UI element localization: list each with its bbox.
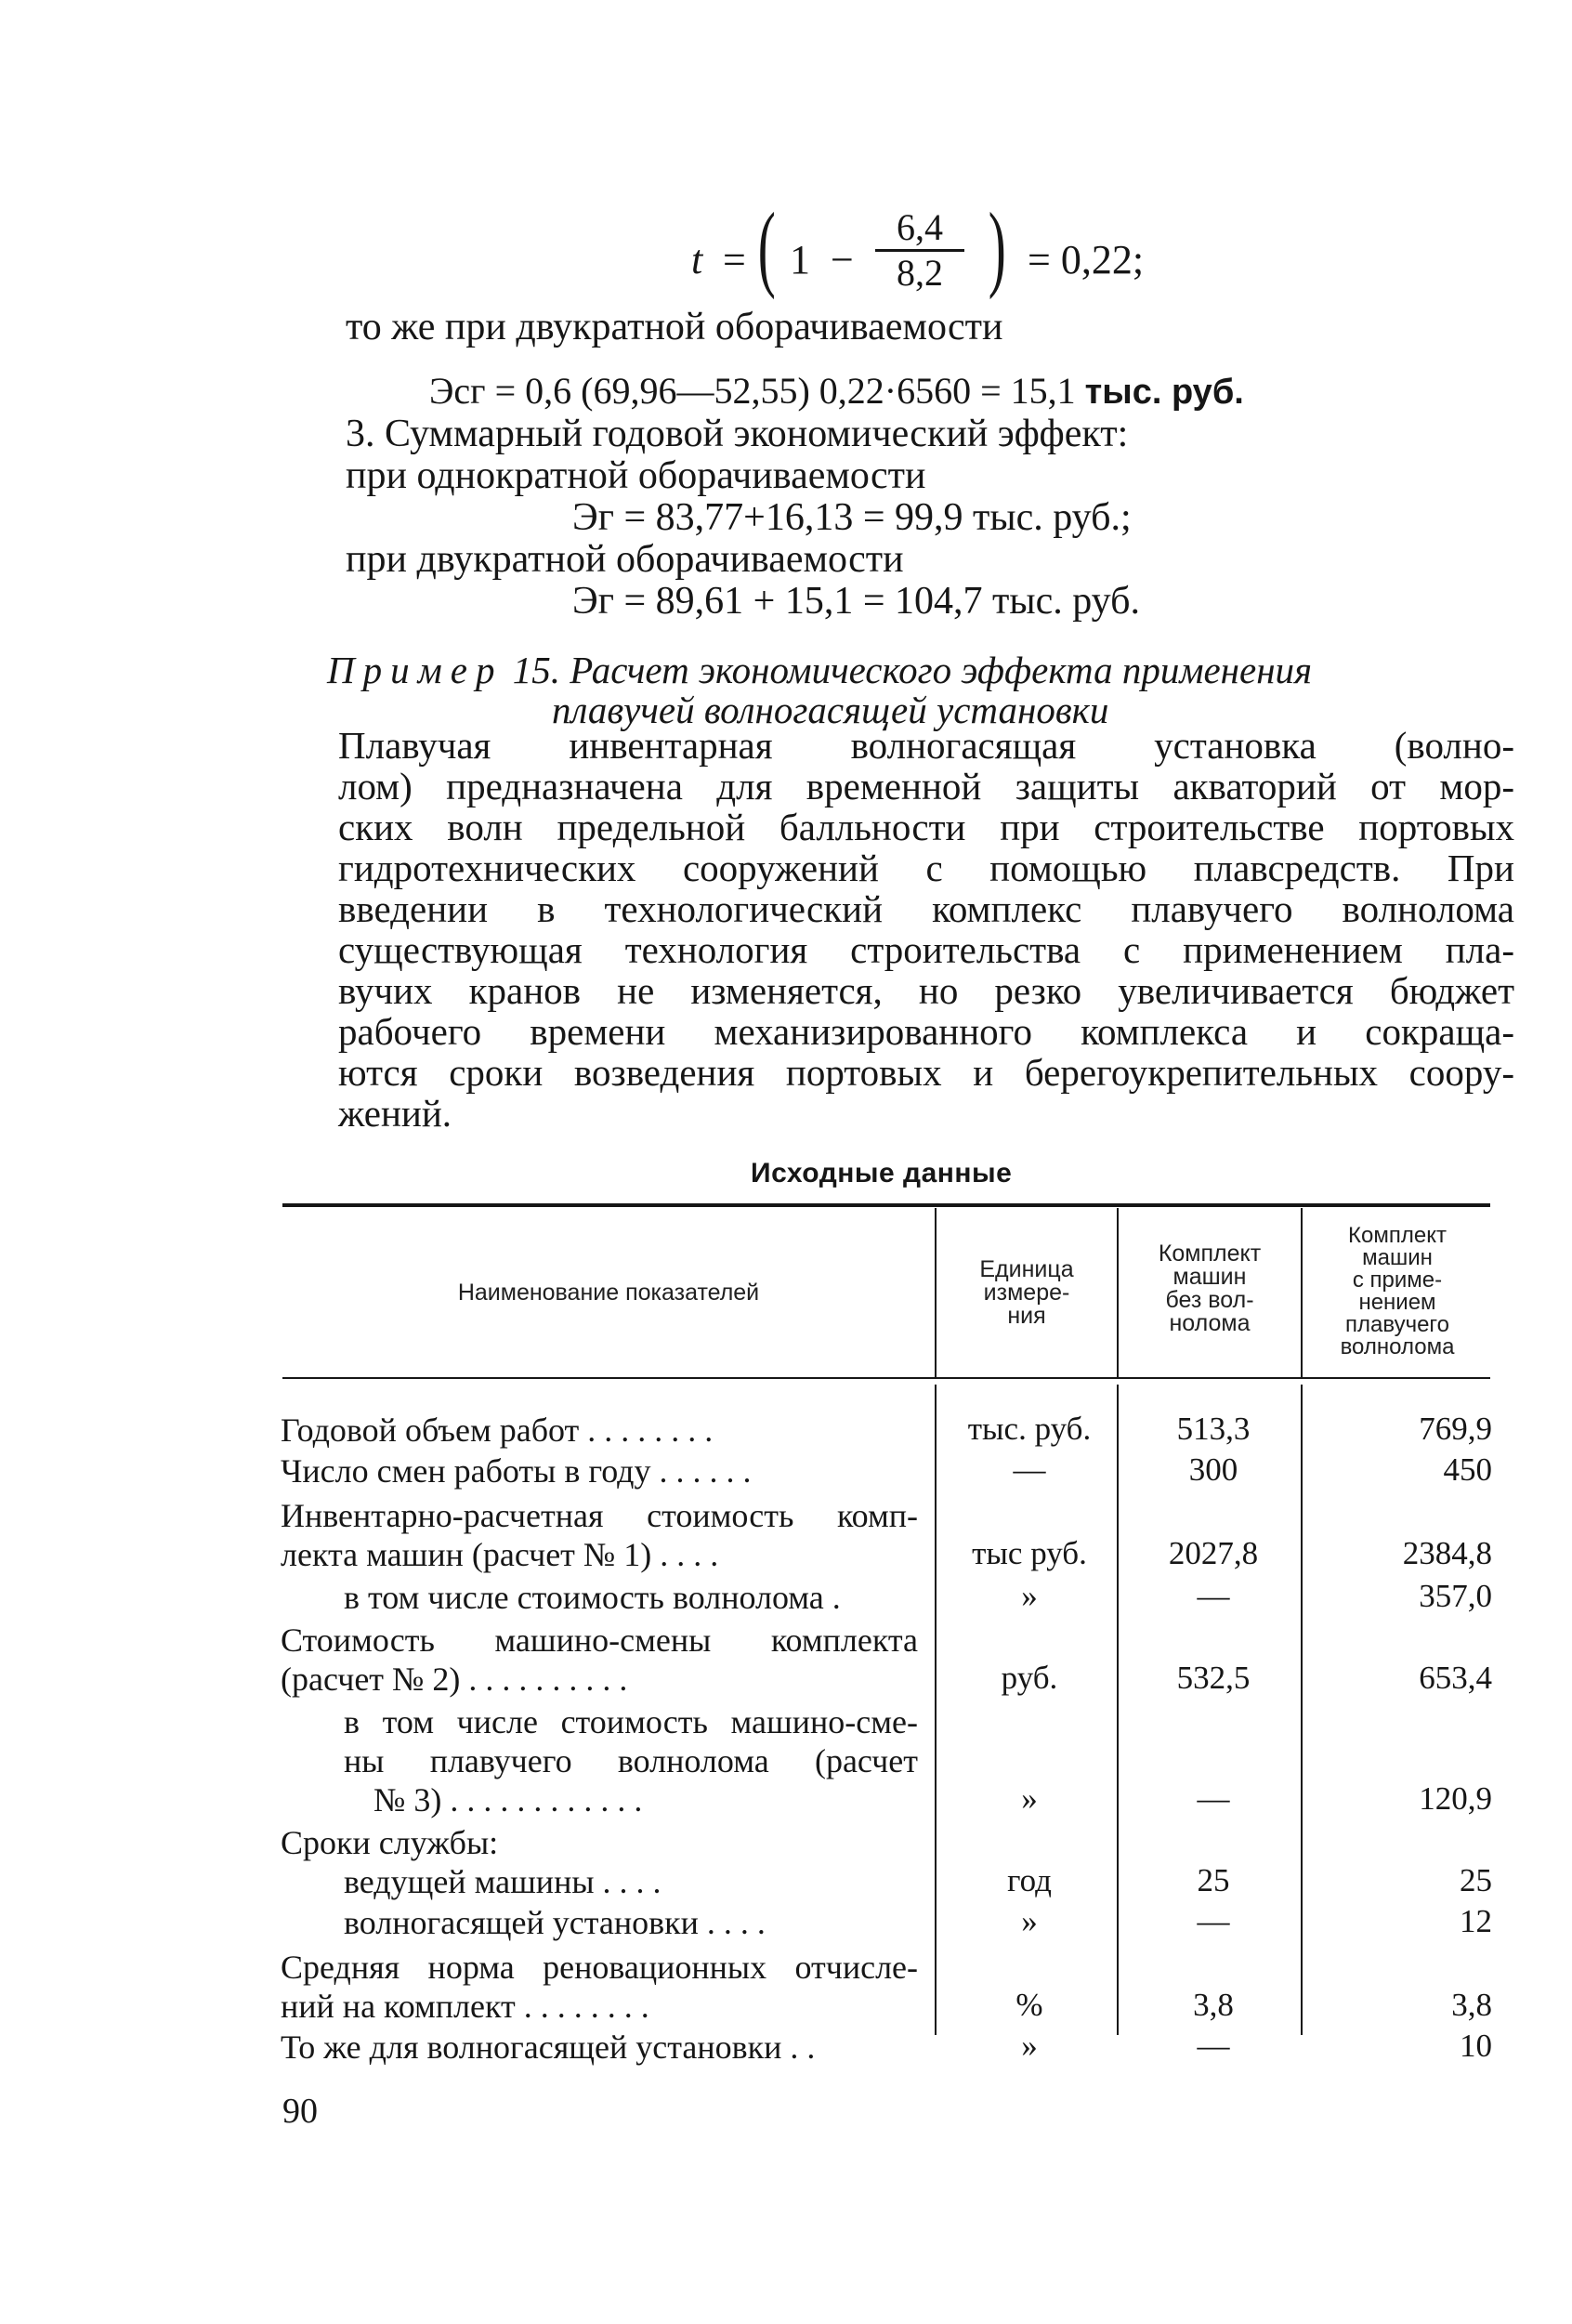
- paragraph-line: лом) предназначена для временной защиты акваторий от мор-: [338, 765, 1514, 807]
- table-top-rule: [282, 1203, 1490, 1207]
- table-cell-with: 769,9: [1419, 1411, 1492, 1447]
- row-label-line: лекта машин (расчет № 1) . . . .: [281, 1536, 719, 1573]
- table-cell-without: 300: [1188, 1451, 1238, 1488]
- table-cell-without: 513,3: [1176, 1411, 1251, 1447]
- left-paren-glyph: (: [757, 193, 776, 300]
- table-cell-with: 3,8: [1451, 1987, 1492, 2023]
- table-cell-with: 450: [1443, 1451, 1492, 1488]
- fraction-denominator: 8,2: [897, 252, 943, 294]
- paragraph-line: введении в технологический комплекс плавучего волнолома: [338, 887, 1514, 930]
- table-cell-without: 25: [1197, 1862, 1230, 1898]
- formula-fraction: [875, 206, 964, 295]
- formula-esg-unit: тыс. руб.: [1084, 373, 1244, 412]
- row-label-line: ведущей машины . . . .: [344, 1863, 662, 1900]
- paragraph-line: жений.: [338, 1092, 452, 1135]
- table-row-label: [281, 1903, 918, 1942]
- table-row-label: [344, 1702, 918, 1819]
- table-cell-with: 25: [1460, 1862, 1492, 1898]
- paragraph-line: ских волн предельной балльности при строительстве портовых: [338, 806, 1514, 848]
- formula-esg-expr: Эсг = 0,6 (69,96—52,55) 0,22·6560 = 15,1: [429, 370, 1076, 412]
- column-divider: [1117, 1208, 1119, 1377]
- table-cell-without: 3,8: [1193, 1987, 1234, 2023]
- table-cell-without: 532,5: [1176, 1660, 1251, 1696]
- text-line: при двукратной оборачиваемости: [346, 538, 904, 581]
- example-title-line1: 15. Расчет экономического эффекта применения: [512, 649, 1313, 691]
- table-cell-with: 2384,8: [1402, 1535, 1492, 1571]
- table-cell-unit: тыс руб.: [972, 1535, 1087, 1571]
- formula-eg-2: Эг = 89,61 + 15,1 = 104,7 тыс. руб.: [572, 580, 1140, 623]
- table-row-label: [281, 1578, 918, 1617]
- table-cell-unit: —: [1013, 1451, 1046, 1488]
- paragraph-line: существующая технология строительства с применением пла-: [338, 928, 1514, 971]
- table-row-label: [281, 1496, 918, 1574]
- table-cell-without: —: [1197, 2028, 1230, 2064]
- table-cell-unit: тыс. руб.: [967, 1411, 1092, 1447]
- table-row-label: [281, 1948, 918, 2026]
- header-name: Наименование показателей: [457, 1280, 760, 1306]
- table-cell-unit: год: [1007, 1862, 1052, 1898]
- table-cell-without: 2027,8: [1168, 1535, 1259, 1571]
- table-cell-with: 357,0: [1419, 1578, 1492, 1614]
- formula-equals: =: [723, 237, 746, 282]
- row-label-line: Сроки службы:: [281, 1824, 499, 1861]
- row-label-line: ний на комплект . . . . . . . .: [281, 1988, 649, 2025]
- table-cell-unit: %: [1015, 1987, 1043, 2023]
- table-cell-unit: »: [1021, 2028, 1038, 2064]
- header-unit: Единица измере- ния: [979, 1256, 1074, 1329]
- table-cell-unit: »: [1021, 1578, 1038, 1614]
- row-label-line: ны плавучего волнолома (расчет: [344, 1742, 918, 1779]
- fraction-numerator: 6,4: [875, 206, 964, 252]
- paragraph-line: ются сроки возведения портовых и берегоукрепительных соору-: [338, 1051, 1514, 1094]
- table-cell-unit: »: [1021, 1903, 1038, 1939]
- formula-esg: [429, 369, 1244, 413]
- table-cell-without: —: [1197, 1903, 1230, 1939]
- row-label-line: в том числе стоимость машино-сме-: [344, 1703, 918, 1740]
- table-row-label: [281, 2028, 918, 2067]
- row-label-line: Число смен работы в году . . . . . .: [281, 1452, 752, 1490]
- paragraph-line: рабочего времени механизированного комплекса и сокраща-: [338, 1010, 1514, 1053]
- right-paren-glyph: ): [988, 193, 1006, 300]
- text-line: при однократной оборачиваемости: [346, 454, 926, 497]
- paragraph: [338, 725, 1514, 1134]
- example-heading: [327, 648, 1312, 692]
- table-row-label: [281, 1823, 918, 1901]
- table-cell-unit: руб.: [1001, 1660, 1058, 1696]
- column-divider: [1301, 1208, 1303, 1377]
- formula-minus: −: [831, 237, 854, 282]
- table-row-label: [281, 1411, 918, 1450]
- table-row-label: [281, 1451, 918, 1490]
- paragraph-line: вучих кранов не изменяется, но резко увеличивается бюджет: [338, 969, 1514, 1012]
- row-label-line: в том числе стоимость волнолома .: [344, 1579, 841, 1616]
- row-label-line: № 3) . . . . . . . . . . . .: [373, 1781, 643, 1818]
- table-cell-with: 653,4: [1419, 1660, 1492, 1696]
- row-label-line: волногасящей установки . . . .: [344, 1904, 766, 1941]
- table-cell-with: 10: [1460, 2028, 1492, 2064]
- row-label-line: Годовой объем работ . . . . . . . .: [281, 1411, 714, 1449]
- formula-one: 1: [790, 237, 810, 282]
- example-prefix: Пример: [327, 649, 504, 691]
- table-title: Исходные данные: [751, 1158, 1013, 1188]
- formula-result: = 0,22;: [1028, 237, 1145, 282]
- column-divider: [935, 1208, 937, 1377]
- page-number: 90: [282, 2092, 318, 2131]
- header-without-breakwater: Комплект машин без вол- нолома: [1158, 1241, 1262, 1336]
- table-cell-unit: »: [1021, 1780, 1038, 1817]
- table-row-label: [281, 1621, 918, 1699]
- text-line: 3. Суммарный годовой экономический эффект:: [346, 413, 1129, 455]
- column-divider: [935, 1385, 937, 2035]
- row-label-line: Стоимость машино-смены комплекта: [281, 1622, 918, 1659]
- table-header-rule: [282, 1377, 1490, 1379]
- table-cell-with: 12: [1460, 1903, 1492, 1939]
- row-label-line: Средняя норма реновационных отчисле-: [281, 1949, 918, 1986]
- table-cell-with: 120,9: [1419, 1780, 1492, 1817]
- row-label-line: Инвентарно-расчетная стоимость комп-: [281, 1497, 918, 1534]
- paragraph-line: Плавучая инвентарная волногасящая установка (волно-: [338, 724, 1514, 767]
- header-with-breakwater: Комплект машин с приме- нением плавучего волнолома: [1340, 1223, 1455, 1359]
- row-label-line: (расчет № 2) . . . . . . . . . .: [281, 1661, 628, 1698]
- row-label-line: То же для волногасящей установки . .: [281, 2029, 816, 2066]
- paragraph-line: гидротехнических сооружений с помощью плавсредств. При: [338, 847, 1514, 889]
- formula-variable: t: [691, 237, 703, 282]
- formula-eg-1: Эг = 83,77+16,13 = 99,9 тыс. руб.;: [572, 496, 1132, 539]
- example-title-line2: плавучей волногасящей установки: [552, 689, 1109, 731]
- table-cell-without: —: [1197, 1780, 1230, 1817]
- text-line: то же при двукратной оборачиваемости: [346, 306, 1003, 348]
- table-cell-without: —: [1197, 1578, 1230, 1614]
